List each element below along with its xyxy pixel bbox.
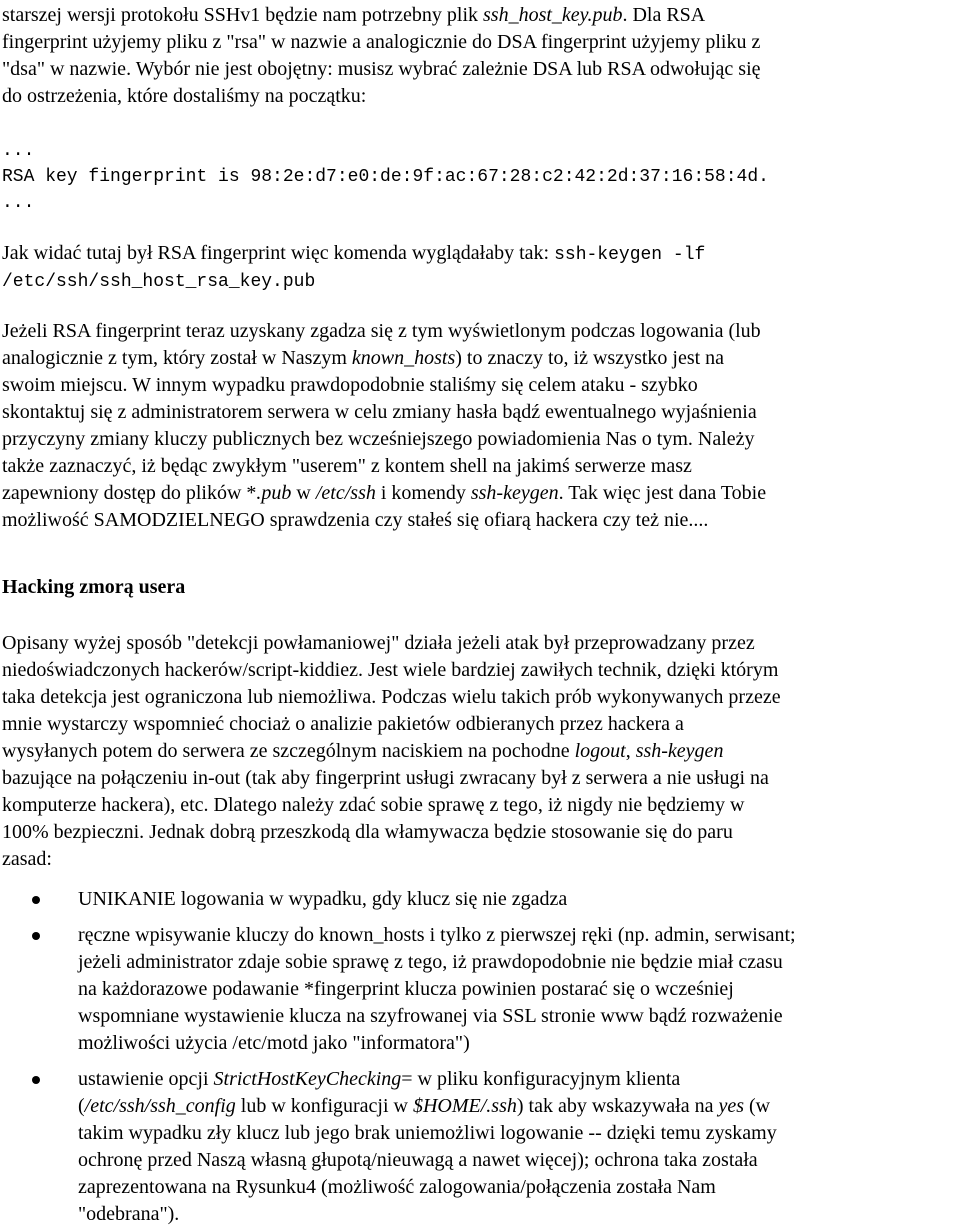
monospace-text: /etc/ssh/ssh_host_rsa_key.pub xyxy=(2,272,316,292)
text-run: ręczne wpisywanie kluczy do known_hosts i tylko z pierwszej ręki (np. admin, serwisant; xyxy=(78,924,796,946)
paragraph-top xyxy=(2,2,954,110)
italic-text: /etc/ssh/ssh_config xyxy=(84,1095,236,1117)
text-line xyxy=(2,480,954,507)
italic-text: StrictHostKeyChecking xyxy=(213,1068,402,1090)
text-run: możliwości użycia /etc/motd jako "informatora") xyxy=(78,1032,470,1054)
text-line xyxy=(2,819,954,846)
italic-text: .pub xyxy=(256,482,292,504)
text-line xyxy=(2,83,954,110)
text-line xyxy=(78,886,954,913)
paragraph-command xyxy=(2,240,954,294)
text-line xyxy=(2,2,954,29)
text-line xyxy=(78,1003,954,1030)
paragraph-hacking xyxy=(2,630,954,873)
italic-text: $HOME/.ssh xyxy=(412,1095,517,1117)
text-line xyxy=(2,792,954,819)
text-run: wspomniane wystawienie klucza na szyfrowanej via SSL stronie www bądź rozważenie xyxy=(78,1005,783,1027)
text-run: analogicznie z tym, który został w Naszym xyxy=(2,347,352,369)
text-line xyxy=(78,949,954,976)
text-line xyxy=(2,56,954,83)
text-run: skontaktuj się z administratorem serwera w celu zmiany hasła bądź ewentualnego wyjaśnienia xyxy=(2,401,757,423)
bullet-icon xyxy=(32,896,40,904)
text-line xyxy=(2,684,954,711)
text-run: ) tak aby wskazywała na xyxy=(516,1095,719,1117)
text-run: Jeżeli RSA fingerprint teraz uzyskany zgadza się z tym wyświetlonym podczas logowania (lub xyxy=(2,320,761,342)
text-line xyxy=(2,426,954,453)
text-run: . Tak więc jest dana Tobie xyxy=(558,482,767,504)
text-run: swoim miejscu. W innym wypadku prawdopodobnie staliśmy się celem ataku - szybko xyxy=(2,374,698,396)
text-line xyxy=(2,453,954,480)
monospace-text: ssh-keygen -lf xyxy=(554,245,706,265)
text-line xyxy=(2,846,954,873)
text-run: = w pliku konfiguracyjnym klienta xyxy=(401,1068,681,1090)
text-line xyxy=(78,1201,954,1228)
text-run: fingerprint użyjemy pliku z "rsa" w nazwie a analogicznie do DSA fingerprint użyjemy pliku z xyxy=(2,31,761,53)
text-line xyxy=(2,507,954,534)
text-run: mnie wystarczy wspomnieć chociaż o analizie pakietów odbieranych przez hackera a xyxy=(2,713,684,735)
rules-list xyxy=(2,886,954,1228)
code-line: RSA key fingerprint is 98:2e:d7:e0:de:9f:ac:67:28:c2:42:2d:37:16:58:4d. xyxy=(2,167,769,187)
text-run: . Dla RSA xyxy=(622,4,706,26)
code-line: ... xyxy=(2,141,35,161)
text-line xyxy=(2,630,954,657)
text-line xyxy=(2,738,954,765)
section-heading: Hacking zmorą usera xyxy=(2,576,186,598)
italic-text: ssh-keygen xyxy=(635,740,724,762)
text-run: na każdorazowe podawanie *fingerprint klucza powinien postarać się o wcześniej xyxy=(78,978,734,1000)
text-line xyxy=(78,1147,954,1174)
italic-text: /etc/ssh xyxy=(315,482,376,504)
text-run: Opisany wyżej sposób "detekcji powłamaniowej" działa jeżeli atak był przeprowadzany przez xyxy=(2,632,755,654)
code-block xyxy=(2,138,954,216)
text-line xyxy=(2,240,954,267)
text-line xyxy=(2,765,954,792)
text-run: taka detekcja jest ograniczona lub niemożliwa. Podczas wielu takich prób wykonywanych przeze xyxy=(2,686,781,708)
text-run: "dsa" w nazwie. Wybór nie jest obojętny: musisz wybrać zależnie DSA lub RSA odwołując się xyxy=(2,58,761,80)
text-line xyxy=(78,976,954,1003)
text-run: ochronę przed Naszą własną głupotą/nieuwagą a nawet więcej); ochrona taka została xyxy=(78,1149,758,1171)
text-line xyxy=(78,1066,954,1093)
text-run: Jak widać tutaj był RSA fingerprint więc komenda wyglądałaby tak: xyxy=(2,242,555,264)
text-run: w xyxy=(291,482,316,504)
text-run: 100% bezpieczni. Jednak dobrą przeszkodą dla włamywacza będzie stosowanie się do paru xyxy=(2,821,733,843)
text-run: wysyłanych potem do serwera ze szczególnym naciskiem na pochodne xyxy=(2,740,575,762)
text-run: zasad: xyxy=(2,848,52,870)
list-item xyxy=(2,922,954,1057)
text-run: niedoświadczonych hackerów/script-kiddiez. Jest wiele bardziej zawiłych technik, dzięki którym xyxy=(2,659,779,681)
bullet-icon xyxy=(32,1076,40,1084)
text-line xyxy=(78,1174,954,1201)
text-run: ustawienie opcji xyxy=(78,1068,214,1090)
italic-text: known_hosts xyxy=(351,347,456,369)
list-item xyxy=(2,886,954,913)
text-line xyxy=(2,711,954,738)
text-run: , xyxy=(625,740,636,762)
text-run: starszej wersji protokołu SSHv1 będzie nam potrzebny plik xyxy=(2,4,484,26)
text-line xyxy=(78,1030,954,1057)
italic-text: yes xyxy=(718,1095,744,1117)
list-item xyxy=(2,1066,954,1228)
text-run: takim wypadku zły klucz lub jego brak uniemożliwi logowanie -- dzięki temu zyskamy xyxy=(78,1122,777,1144)
italic-text: logout xyxy=(574,740,626,762)
text-run: UNIKANIE logowania w wypadku, gdy klucz się nie zgadza xyxy=(78,888,568,910)
italic-text: ssh_host_key.pub xyxy=(483,4,623,26)
text-run: do ostrzeżenia, które dostaliśmy na początku: xyxy=(2,85,367,107)
code-line: ... xyxy=(2,193,35,213)
text-run: możliwość SAMODZIELNEGO sprawdzenia czy stałeś się ofiarą hackera czy też nie.... xyxy=(2,509,709,531)
text-line xyxy=(2,267,954,294)
text-run: (w xyxy=(744,1095,771,1117)
text-line xyxy=(2,345,954,372)
italic-text: ssh-keygen xyxy=(470,482,559,504)
text-line xyxy=(2,29,954,56)
text-run: "odebrana"). xyxy=(78,1203,180,1225)
text-run: ( xyxy=(78,1095,85,1117)
text-line xyxy=(78,1120,954,1147)
text-line xyxy=(2,318,954,345)
text-run: także zaznaczyć, iż będąc zwykłym "userem" z kontem shell na jakimś serwerze masz xyxy=(2,455,692,477)
text-run: zaprezentowana na Rysunku4 (możliwość zalogowania/połączenia została Nam xyxy=(78,1176,716,1198)
paragraph-verify xyxy=(2,318,954,534)
text-line xyxy=(2,372,954,399)
text-line xyxy=(78,1093,954,1120)
text-run: ) to znaczy to, iż wszystko jest na xyxy=(455,347,725,369)
text-line xyxy=(2,399,954,426)
text-run: komputerze hackera), etc. Dlatego należy zdać sobie sprawę z tego, iż nigdy nie będziemy w xyxy=(2,794,745,816)
text-line xyxy=(78,922,954,949)
text-line xyxy=(2,657,954,684)
text-run: bazujące na połączeniu in-out (tak aby fingerprint usługi zwracany był z serwera a nie usługi na xyxy=(2,767,769,789)
text-run: i komendy xyxy=(375,482,471,504)
text-run: lub w konfiguracji w xyxy=(235,1095,413,1117)
text-run: zapewniony dostęp do plików * xyxy=(2,482,257,504)
text-run: przyczyny zmiany kluczy publicznych bez wcześniejszego powiadomienia Nas o tym. Należy xyxy=(2,428,755,450)
bullet-icon xyxy=(32,932,40,940)
text-run: jeżeli administrator zdaje sobie sprawę z tego, iż prawdopodobnie nie będzie miał czasu xyxy=(78,951,783,973)
